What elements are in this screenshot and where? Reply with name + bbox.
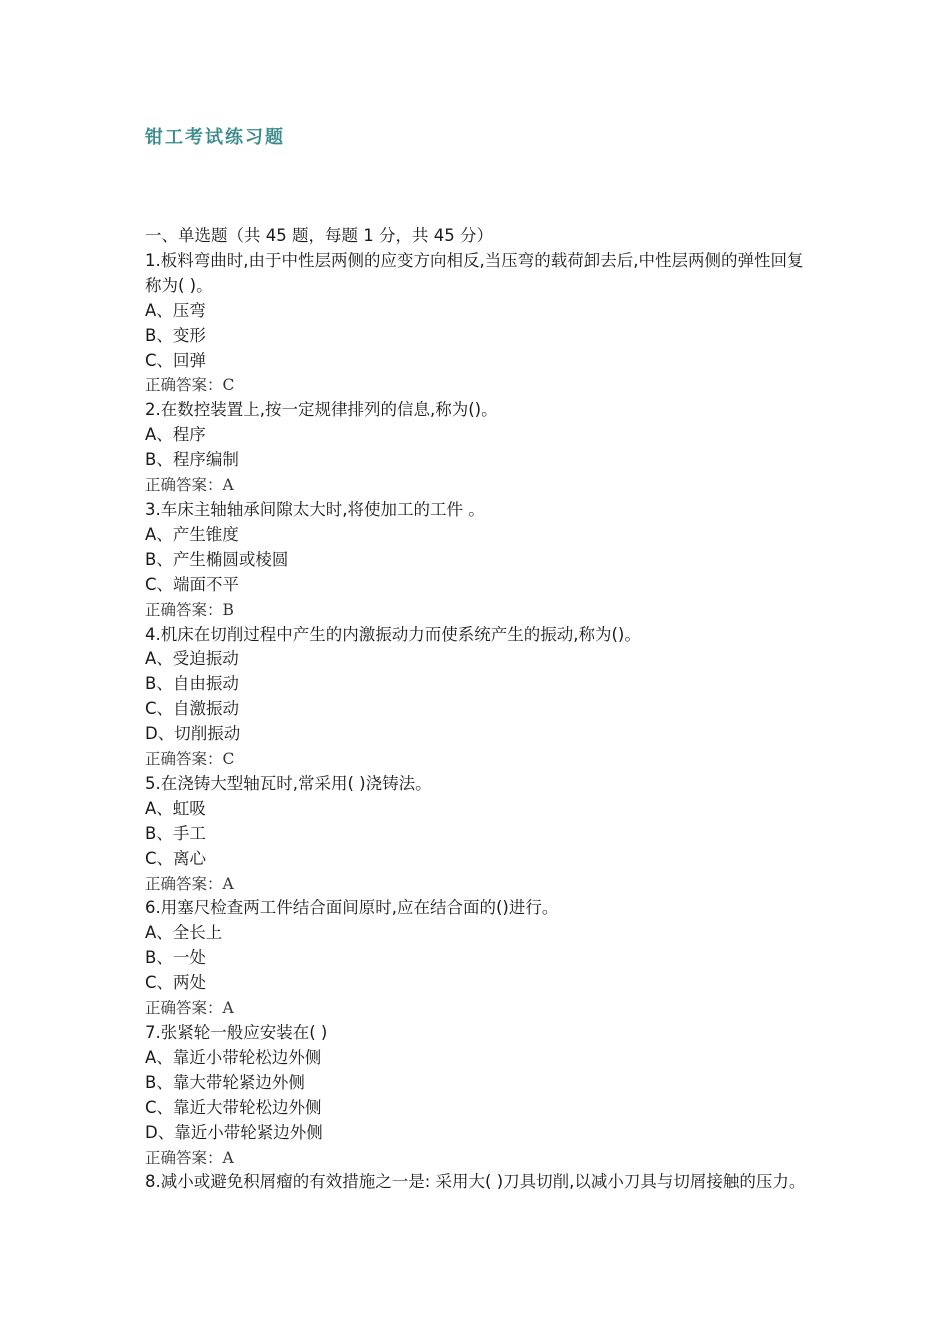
question-stem: 8.减小或避免积屑瘤的有效措施之一是: 采用大( )刀具切削,以减小刀具与切屑接触的压力。 bbox=[145, 1172, 806, 1192]
correct-answer: 正确答案：C bbox=[145, 750, 235, 769]
option: B、靠大带轮紧边外侧 bbox=[145, 1072, 305, 1092]
question-stem: 3.车床主轴轴承间隙太大时,将使加工的工件 。 bbox=[145, 499, 485, 519]
option: B、变形 bbox=[145, 325, 206, 345]
option: B、手工 bbox=[145, 823, 206, 843]
correct-answer: 正确答案：A bbox=[145, 874, 234, 893]
option: D、切削振动 bbox=[145, 724, 241, 744]
option: A、虹吸 bbox=[145, 798, 206, 818]
question-stem: 2.在数控装置上,按一定规律排列的信息,称为()。 bbox=[145, 400, 498, 420]
correct-answer: 正确答案：B bbox=[145, 600, 234, 619]
question-stem: 6.用塞尺检查两工件结合面间原时,应在结合面的()进行。 bbox=[145, 898, 559, 918]
question-stem: 7.张紧轮一般应安装在( ) bbox=[145, 1023, 328, 1042]
correct-answer: 正确答案：C bbox=[145, 376, 235, 395]
section-header: 一、单选题（共 45 题，每题 1 分，共 45 分） bbox=[145, 226, 493, 245]
option: D、靠近小带轮紧边外侧 bbox=[145, 1122, 323, 1142]
option: C、离心 bbox=[145, 848, 207, 868]
option: C、两处 bbox=[145, 973, 207, 993]
option: A、靠近小带轮松边外侧 bbox=[145, 1047, 322, 1067]
question-stem: 4.机床在切削过程中产生的内激振动力而使系统产生的振动,称为()。 bbox=[145, 624, 641, 644]
option: A、压弯 bbox=[145, 300, 206, 320]
correct-answer: 正确答案：A bbox=[145, 1148, 234, 1167]
option: B、程序编制 bbox=[145, 450, 239, 470]
question-stem: 5.在浇铸大型轴瓦时,常采用( )浇铸法。 bbox=[145, 773, 432, 793]
question-list bbox=[145, 224, 815, 1195]
correct-answer: 正确答案：A bbox=[145, 999, 234, 1018]
option: C、回弹 bbox=[145, 350, 207, 370]
option: A、全长上 bbox=[145, 923, 223, 943]
option: C、自激振动 bbox=[145, 699, 240, 719]
correct-answer: 正确答案：A bbox=[145, 476, 234, 495]
option: C、靠近大带轮松边外侧 bbox=[145, 1097, 322, 1117]
option: B、一处 bbox=[145, 948, 206, 968]
option: A、产生锥度 bbox=[145, 524, 239, 544]
option: B、产生椭圆或棱圆 bbox=[145, 549, 289, 569]
option: C、端面不平 bbox=[145, 574, 240, 594]
document-title: 钳工考试练习题 bbox=[145, 127, 285, 148]
option: A、受迫振动 bbox=[145, 649, 239, 669]
question-stem: 1.板料弯曲时,由于中性层两侧的应变方向相反,当压弯的载荷卸去后,中性层两侧的弹性回复称为( )。 bbox=[145, 250, 804, 295]
option: B、自由振动 bbox=[145, 674, 239, 694]
option: A、程序 bbox=[145, 425, 206, 445]
